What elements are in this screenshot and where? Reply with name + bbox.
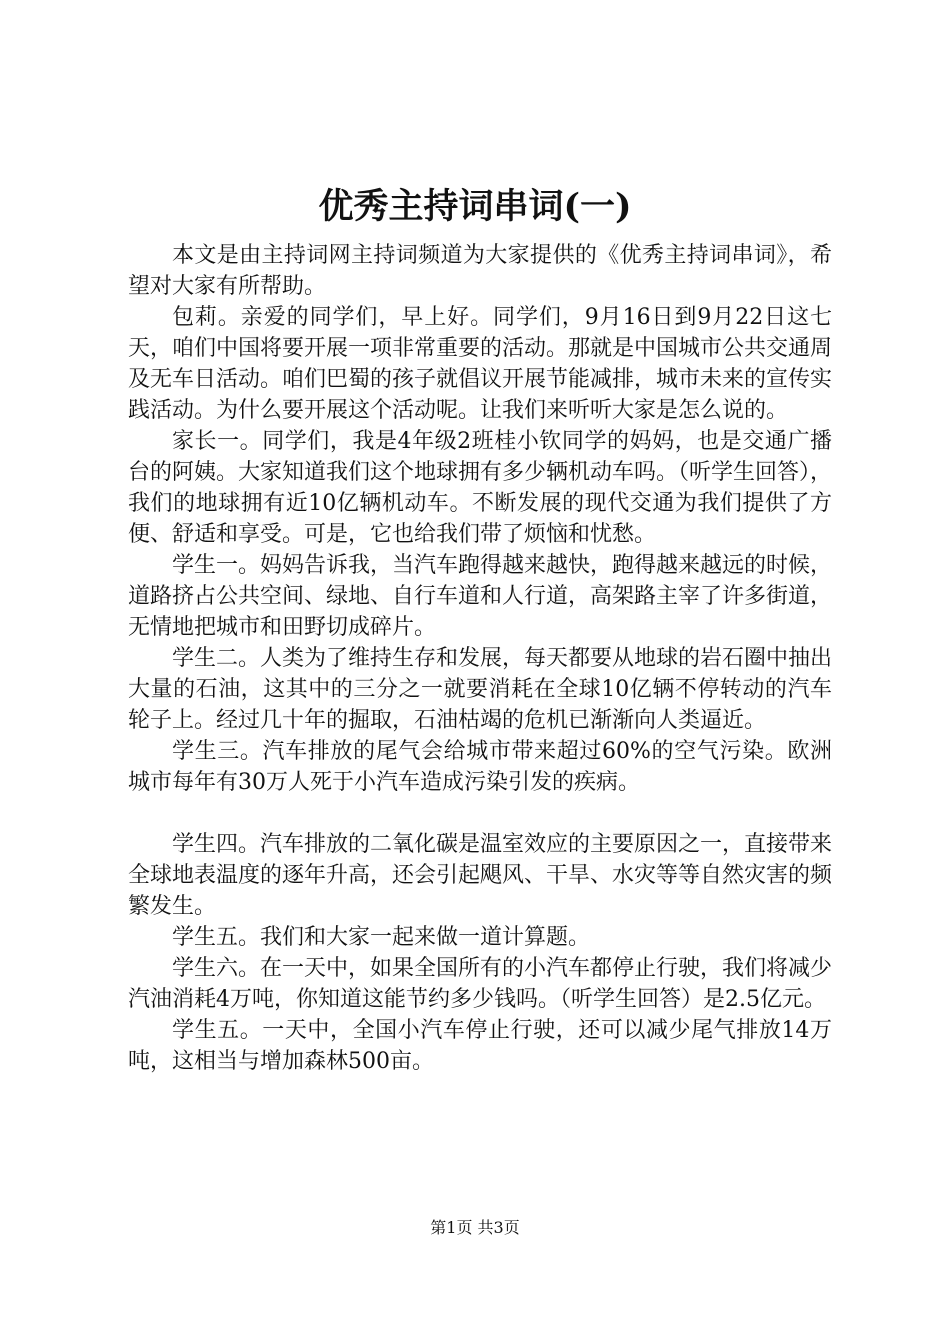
paragraph-intro: 本文是由主持词网主持词频道为大家提供的《优秀主持词串词》，希望对大家有所帮助。 bbox=[128, 243, 832, 299]
paragraph-student-six: 学生六。在一天中，如果全国所有的小汽车都停止行驶，我们将减少汽油消耗4万吨，你知道这能节约多少钱吗。（听学生回答）是2.5亿元。 bbox=[128, 956, 833, 1012]
paragraph-student-one: 学生一。妈妈告诉我，当汽车跑得越来越快，跑得越来越远的时候，道路挤占公共空间、绿地、自行车道和人行道，高架路主宰了许多街道，无情地把城市和田野切成碎片。 bbox=[128, 553, 833, 640]
paragraph-bao-li: 包莉。亲爱的同学们，早上好。同学们，9月16日到9月22日这七天，咱们中国将要开展一项非常重要的活动。那就是中国城市公共交通周及无车日活动。咱们巴蜀的孩子就倡议开展节能减排，城市未来的宣传实践活动。为什么要开展这个活动呢。让我们来听听大家是怎么说的。 bbox=[128, 305, 833, 423]
page-footer: 第1页 共3页 bbox=[430, 1218, 520, 1237]
paragraph-student-two: 学生二。人类为了维持生存和发展，每天都要从地球的岩石圈中抽出大量的石油，这其中的三分之一就要消耗在全球10亿辆不停转动的汽车轮子上。经过几十年的掘取，石油枯竭的危机已渐渐向人类逼近。 bbox=[128, 646, 833, 733]
document-title: 优秀主持词串词(一) bbox=[318, 186, 632, 227]
document-body bbox=[128, 240, 832, 1077]
paragraph-student-five-a: 学生五。我们和大家一起来做一道计算题。 bbox=[172, 925, 591, 950]
paragraph-student-five-b: 学生五。一天中，全国小汽车停止行驶，还可以减少尾气排放14万吨，这相当与增加森林500亩。 bbox=[128, 1018, 832, 1074]
paragraph-parent-one: 家长一。同学们，我是4年级2班桂小钦同学的妈妈，也是交通广播台的阿姨。大家知道我们这个地球拥有多少辆机动车吗。（听学生回答），我们的地球拥有近10亿辆机动车。不断发展的现代交通为我们提供了方便、舒适和享受。可是，它也给我们带了烦恼和忧愁。 bbox=[128, 429, 833, 547]
paragraph-student-four: 学生四。汽车排放的二氧化碳是温室效应的主要原因之一，直接带来全球地表温度的逐年升高，还会引起飓风、干旱、水灾等等自然灾害的频繁发生。 bbox=[128, 832, 833, 919]
paragraph-student-three: 学生三。汽车排放的尾气会给城市带来超过60%的空气污染。欧洲城市每年有30万人死于小汽车造成污染引发的疾病。 bbox=[128, 739, 832, 795]
